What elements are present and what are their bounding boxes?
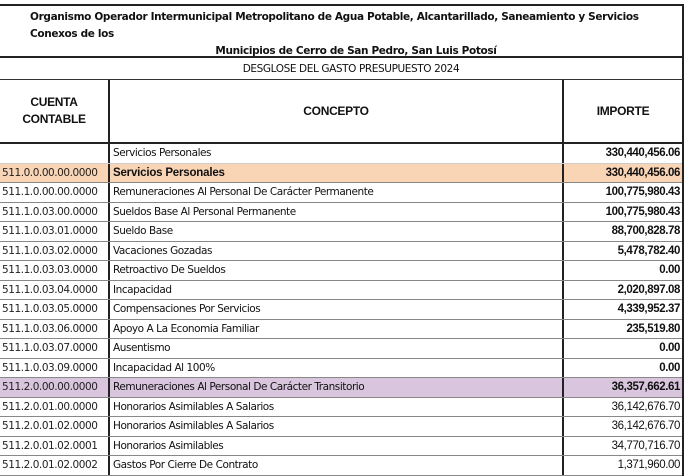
importe-cell: 5,478,782.40: [562, 242, 682, 261]
importe-cell: 2,020,897.08: [562, 281, 682, 300]
importe-cell: 36,357,662.61: [562, 378, 682, 397]
importe-cell: 36,142,676.70: [562, 417, 682, 436]
importe-cell: 88,700,828.78: [562, 222, 682, 241]
table-row: [0, 222, 682, 242]
cuenta-cell: 511.1.0.03.02.0000: [2, 244, 98, 257]
concepto-cell: Servicios Personales: [108, 144, 562, 163]
concepto-cell: Remuneraciones Al Personal De Carácter Transitorio: [108, 378, 562, 397]
cuenta-cell: 511.1.0.03.01.0000: [2, 225, 98, 238]
table-row: [0, 281, 682, 301]
table-row: [0, 437, 682, 457]
concepto-cell: Sueldos Base Al Personal Permanente: [108, 203, 562, 222]
header-concepto: CONCEPTO: [108, 80, 562, 142]
table-row: [0, 339, 682, 359]
table-header: [0, 80, 684, 144]
cuenta-cell: 511.1.0.03.05.0000: [2, 303, 98, 316]
table-row: [0, 417, 682, 437]
table-row: [0, 183, 682, 203]
table-row: [0, 359, 682, 379]
table-row: [0, 164, 682, 184]
importe-cell: 100,775,980.43: [562, 203, 682, 222]
organization-title: [0, 4, 684, 58]
concepto-cell: Apoyo A La Economia Familiar: [108, 320, 562, 339]
cuenta-cell: 511.2.0.01.00.0000: [2, 400, 98, 413]
concepto-cell: Servicios Personales: [108, 164, 562, 183]
concepto-cell: Ausentismo: [108, 339, 562, 358]
concepto-cell: Gastos Por Cierre De Contrato: [108, 456, 562, 475]
header-cuenta-contable: CUENTA CONTABLE: [22, 95, 86, 126]
title-line-1: Organismo Operador Intermunicipal Metropolitano de Agua Potable, Alcantarillado, Saneamiento y Servicios Conexos de los: [30, 10, 639, 40]
table-row: [0, 203, 682, 223]
importe-cell: 100,775,980.43: [562, 183, 682, 202]
cuenta-cell: 511.2.0.01.02.0000: [2, 420, 98, 433]
header-importe: IMPORTE: [562, 80, 682, 142]
importe-cell: 330,440,456.06: [562, 144, 682, 163]
cuenta-cell: 511.2.0.00.00.0000: [2, 381, 98, 394]
table-row: [0, 144, 682, 164]
importe-cell: 4,339,952.37: [562, 300, 682, 319]
concepto-cell: Remuneraciones Al Personal De Carácter Permanente: [108, 183, 562, 202]
concepto-cell: Retroactivo De Sueldos: [108, 261, 562, 280]
importe-cell: 235,519.80: [562, 320, 682, 339]
concepto-cell: Vacaciones Gozadas: [108, 242, 562, 261]
cuenta-cell: [0, 144, 108, 163]
cuenta-cell: 511.1.0.03.09.0000: [2, 361, 98, 374]
title-line-2: Municipios de Cerro de San Pedro, San Luis Potosí: [215, 44, 497, 57]
cuenta-cell: 511.0.0.00.00.0000: [2, 166, 98, 179]
concepto-cell: Incapacidad: [108, 281, 562, 300]
table-row: [0, 242, 682, 262]
report-subtitle: DESGLOSE DEL GASTO PRESUPUESTO 2024: [0, 58, 682, 80]
cuenta-cell: 511.1.0.03.03.0000: [2, 264, 98, 277]
importe-cell: 330,440,456.06: [562, 164, 682, 183]
cuenta-cell: 511.1.0.00.00.0000: [2, 186, 98, 199]
concepto-cell: Honorarios Asimilables: [108, 437, 562, 456]
importe-cell: 1,371,960.00: [562, 456, 682, 475]
importe-cell: 0.00: [562, 261, 682, 280]
importe-cell: 36,142,676.70: [562, 398, 682, 417]
cuenta-cell: 511.2.0.01.02.0002: [2, 459, 98, 472]
table-row: [0, 320, 682, 340]
cuenta-cell: 511.1.0.03.07.0000: [2, 342, 98, 355]
table-row: [0, 378, 682, 398]
importe-cell: 0.00: [562, 339, 682, 358]
table-row: [0, 456, 682, 476]
importe-cell: 0.00: [562, 359, 682, 378]
table-row: [0, 261, 682, 281]
table-body: [0, 144, 684, 476]
concepto-cell: Honorarios Asimilables A Salarios: [108, 398, 562, 417]
importe-cell: 34,770,716.70: [562, 437, 682, 456]
concepto-cell: Compensaciones Por Servicios: [108, 300, 562, 319]
concepto-cell: Sueldo Base: [108, 222, 562, 241]
cuenta-cell: 511.1.0.03.06.0000: [2, 322, 98, 335]
cuenta-cell: 511.1.0.03.04.0000: [2, 283, 98, 296]
concepto-cell: Honorarios Asimilables A Salarios: [108, 417, 562, 436]
table-row: [0, 300, 682, 320]
table-row: [0, 398, 682, 418]
cuenta-cell: 511.2.0.01.02.0001: [2, 439, 98, 452]
concepto-cell: Incapacidad Al 100%: [108, 359, 562, 378]
cuenta-cell: 511.1.0.03.00.0000: [2, 205, 98, 218]
budget-sheet: [0, 4, 684, 476]
